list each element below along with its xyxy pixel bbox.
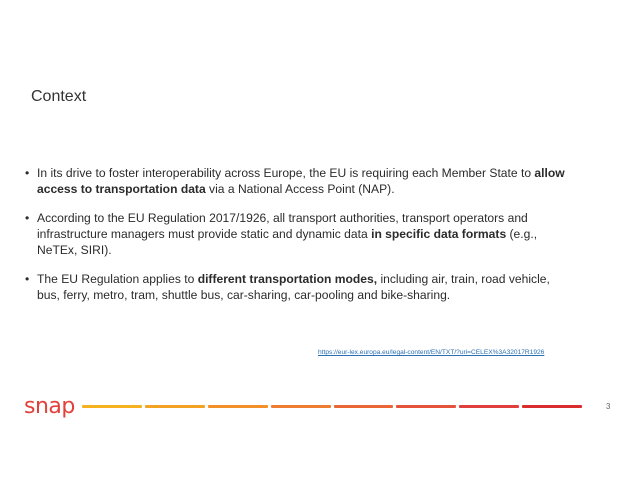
bullet-dot: •	[25, 166, 30, 180]
bold-emphasis: different transportation modes,	[197, 272, 378, 286]
bullet-item: • In its drive to foster interoperability across Europe, the EU is requiring each Member State to allow access to transportation data via a National Access Point (NAP).	[25, 166, 565, 196]
footer-bar-segment	[82, 405, 142, 408]
slide-title: Context	[31, 88, 87, 105]
bullet-list	[25, 165, 565, 316]
page-number: 3	[606, 402, 611, 411]
footer-bar-segment	[271, 405, 331, 408]
footer-bar-segment	[522, 405, 582, 408]
footer-bar-segment	[334, 405, 394, 408]
bullet-dot: •	[25, 211, 30, 225]
bullet-item: • According to the EU Regulation 2017/1926, all transport authorities, transport operators and infrastructure managers must provide static and dynamic data in specific data formats (e.g., NeTEx, SIRI).	[25, 211, 538, 257]
footer-bar-segment	[459, 405, 519, 408]
snap-logo: snap	[24, 394, 75, 419]
footer-bar-segment	[396, 405, 456, 408]
source-link[interactable]: https://eur-lex.europa.eu/legal-content/EN/TXT/?uri=CELEX%3A32017R1926	[318, 349, 545, 356]
bullet-dot: •	[25, 272, 30, 286]
footer-bar-segment	[145, 405, 205, 408]
bold-emphasis: in specific data formats	[371, 227, 507, 241]
bullet-item: • The EU Regulation applies to different transportation modes, including air, train, road vehicle, bus, ferry, metro, tram, shuttle bus, car-sharing, car-pooling and bike-sharing.	[25, 272, 550, 302]
bold-emphasis: allow access to transportation data	[37, 166, 565, 196]
footer-bar-segment	[208, 405, 268, 408]
